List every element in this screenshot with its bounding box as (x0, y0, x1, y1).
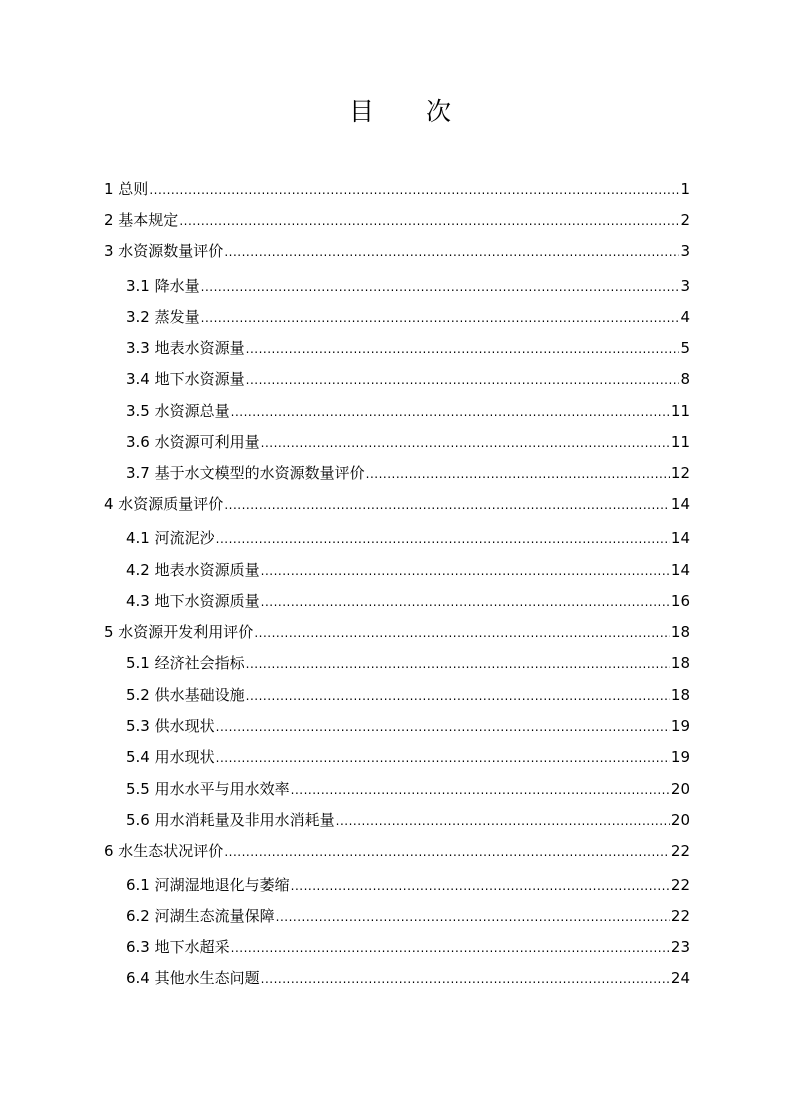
toc-entry-label: 2 基本规定 (104, 211, 179, 229)
toc-entry-page-number: 3 (680, 242, 690, 260)
toc-entry[interactable] (126, 368, 690, 390)
toc-leader-dots (231, 401, 670, 422)
toc-entry[interactable] (104, 840, 690, 862)
toc-leader-dots (216, 716, 670, 737)
toc-entry[interactable] (104, 178, 690, 200)
toc-entry-label: 6.4 其他水生态问题 (126, 969, 260, 987)
toc-entry[interactable] (126, 684, 690, 706)
toc-leader-dots (246, 338, 680, 359)
toc-entry-page-number: 16 (670, 592, 690, 610)
toc-entry-page-number: 18 (670, 654, 690, 672)
toc-entry-page-number: 14 (670, 561, 690, 579)
toc-entry[interactable] (126, 905, 690, 927)
title-part-2: 次 (426, 97, 452, 126)
toc-entry[interactable] (126, 400, 690, 422)
toc-entry-page-number: 22 (670, 876, 690, 894)
toc-leader-dots (224, 241, 679, 262)
toc-entry[interactable] (104, 209, 690, 231)
toc-leader-dots (246, 685, 670, 706)
toc-leader-dots (276, 906, 670, 927)
toc-leader-dots (231, 937, 670, 958)
toc-entry[interactable] (126, 431, 690, 453)
toc-entry[interactable] (126, 874, 690, 896)
toc-leader-dots (216, 528, 670, 549)
toc-entry-label: 4.1 河流泥沙 (126, 529, 215, 547)
toc-entry-label: 3.3 地表水资源量 (126, 339, 245, 357)
toc-entry-label: 6.1 河湖湿地退化与萎缩 (126, 876, 290, 894)
toc-entry[interactable] (126, 306, 690, 328)
toc-entry-label: 3 水资源数量评价 (104, 242, 224, 260)
toc-entry-label: 3.1 降水量 (126, 277, 200, 295)
toc-entry-label: 5.4 用水现状 (126, 748, 215, 766)
toc-leader-dots (366, 463, 670, 484)
toc-entry[interactable] (126, 590, 690, 612)
toc-leader-dots (246, 369, 680, 390)
toc-leader-dots (201, 307, 680, 328)
toc-entry-label: 4 水资源质量评价 (104, 495, 224, 513)
toc-entry-page-number: 1 (680, 180, 690, 198)
toc-entry[interactable] (126, 462, 690, 484)
toc-entry-page-number: 18 (670, 686, 690, 704)
toc-leader-dots (261, 432, 670, 453)
toc-entry-page-number: 11 (670, 433, 690, 451)
toc-leader-dots (149, 179, 679, 200)
toc-entry-label: 3.2 蒸发量 (126, 308, 200, 326)
toc-entry-page-number: 19 (670, 717, 690, 735)
toc-entry-label: 3.5 水资源总量 (126, 402, 230, 420)
toc-leader-dots (201, 276, 680, 297)
toc-entry[interactable] (126, 936, 690, 958)
toc-entry[interactable] (126, 778, 690, 800)
toc-entry-label: 3.4 地下水资源量 (126, 370, 245, 388)
toc-entry[interactable] (126, 967, 690, 989)
toc-leader-dots (246, 653, 670, 674)
toc-entry[interactable] (126, 652, 690, 674)
toc-leader-dots (336, 810, 670, 831)
toc-leader-dots (224, 841, 670, 862)
toc-leader-dots (254, 622, 670, 643)
page-title (0, 96, 800, 128)
toc-entry-label: 6.3 地下水超采 (126, 938, 230, 956)
toc-entry-page-number: 8 (680, 370, 690, 388)
toc-entry-label: 5.3 供水现状 (126, 717, 215, 735)
toc-entry-label: 5.1 经济社会指标 (126, 654, 245, 672)
toc-entry-page-number: 3 (680, 277, 690, 295)
toc-entry-page-number: 24 (670, 969, 690, 987)
toc-entry-page-number: 22 (670, 842, 690, 860)
toc-entry-page-number: 12 (670, 464, 690, 482)
toc-entry-page-number: 23 (670, 938, 690, 956)
toc-entry-page-number: 19 (670, 748, 690, 766)
toc-entry[interactable] (126, 746, 690, 768)
toc-entry-page-number: 22 (670, 907, 690, 925)
toc-entry-label: 4.2 地表水资源质量 (126, 561, 260, 579)
toc-entry-page-number: 14 (670, 495, 690, 513)
toc-entry-page-number: 5 (680, 339, 690, 357)
toc-entry[interactable] (126, 275, 690, 297)
toc-entry-label: 4.3 地下水资源质量 (126, 592, 260, 610)
toc-entry-page-number: 18 (670, 623, 690, 641)
toc-entry[interactable] (126, 559, 690, 581)
toc-entry[interactable] (126, 715, 690, 737)
toc-entry[interactable] (126, 809, 690, 831)
toc-leader-dots (261, 968, 670, 989)
toc-entry-page-number: 20 (670, 780, 690, 798)
toc-entry[interactable] (104, 493, 690, 515)
toc-leader-dots (216, 747, 670, 768)
toc-entry[interactable] (104, 621, 690, 643)
toc-entry[interactable] (126, 337, 690, 359)
toc-leader-dots (261, 591, 670, 612)
toc-entry-label: 5.6 用水消耗量及非用水消耗量 (126, 811, 335, 829)
toc-leader-dots (261, 560, 670, 581)
toc-entry-label: 5.5 用水水平与用水效率 (126, 780, 290, 798)
toc-entry-label: 5 水资源开发利用评价 (104, 623, 254, 641)
toc-leader-dots (224, 494, 670, 515)
toc-entry-label: 1 总则 (104, 180, 149, 198)
toc-entry-page-number: 14 (670, 529, 690, 547)
title-part-1: 目 (348, 97, 374, 126)
toc-entry[interactable] (104, 240, 690, 262)
toc-entry-page-number: 4 (680, 308, 690, 326)
toc-entry-label: 6.2 河湖生态流量保障 (126, 907, 275, 925)
toc-leader-dots (179, 210, 679, 231)
toc-entry[interactable] (126, 527, 690, 549)
toc-entry-page-number: 11 (670, 402, 690, 420)
toc-leader-dots (291, 875, 670, 896)
toc-entry-label: 3.6 水资源可利用量 (126, 433, 260, 451)
toc-leader-dots (291, 779, 670, 800)
toc-entry-page-number: 2 (680, 211, 690, 229)
toc-entry-label: 5.2 供水基础设施 (126, 686, 245, 704)
toc-entry-label: 6 水生态状况评价 (104, 842, 224, 860)
toc-entry-page-number: 20 (670, 811, 690, 829)
toc-entry-label: 3.7 基于水文模型的水资源数量评价 (126, 464, 365, 482)
